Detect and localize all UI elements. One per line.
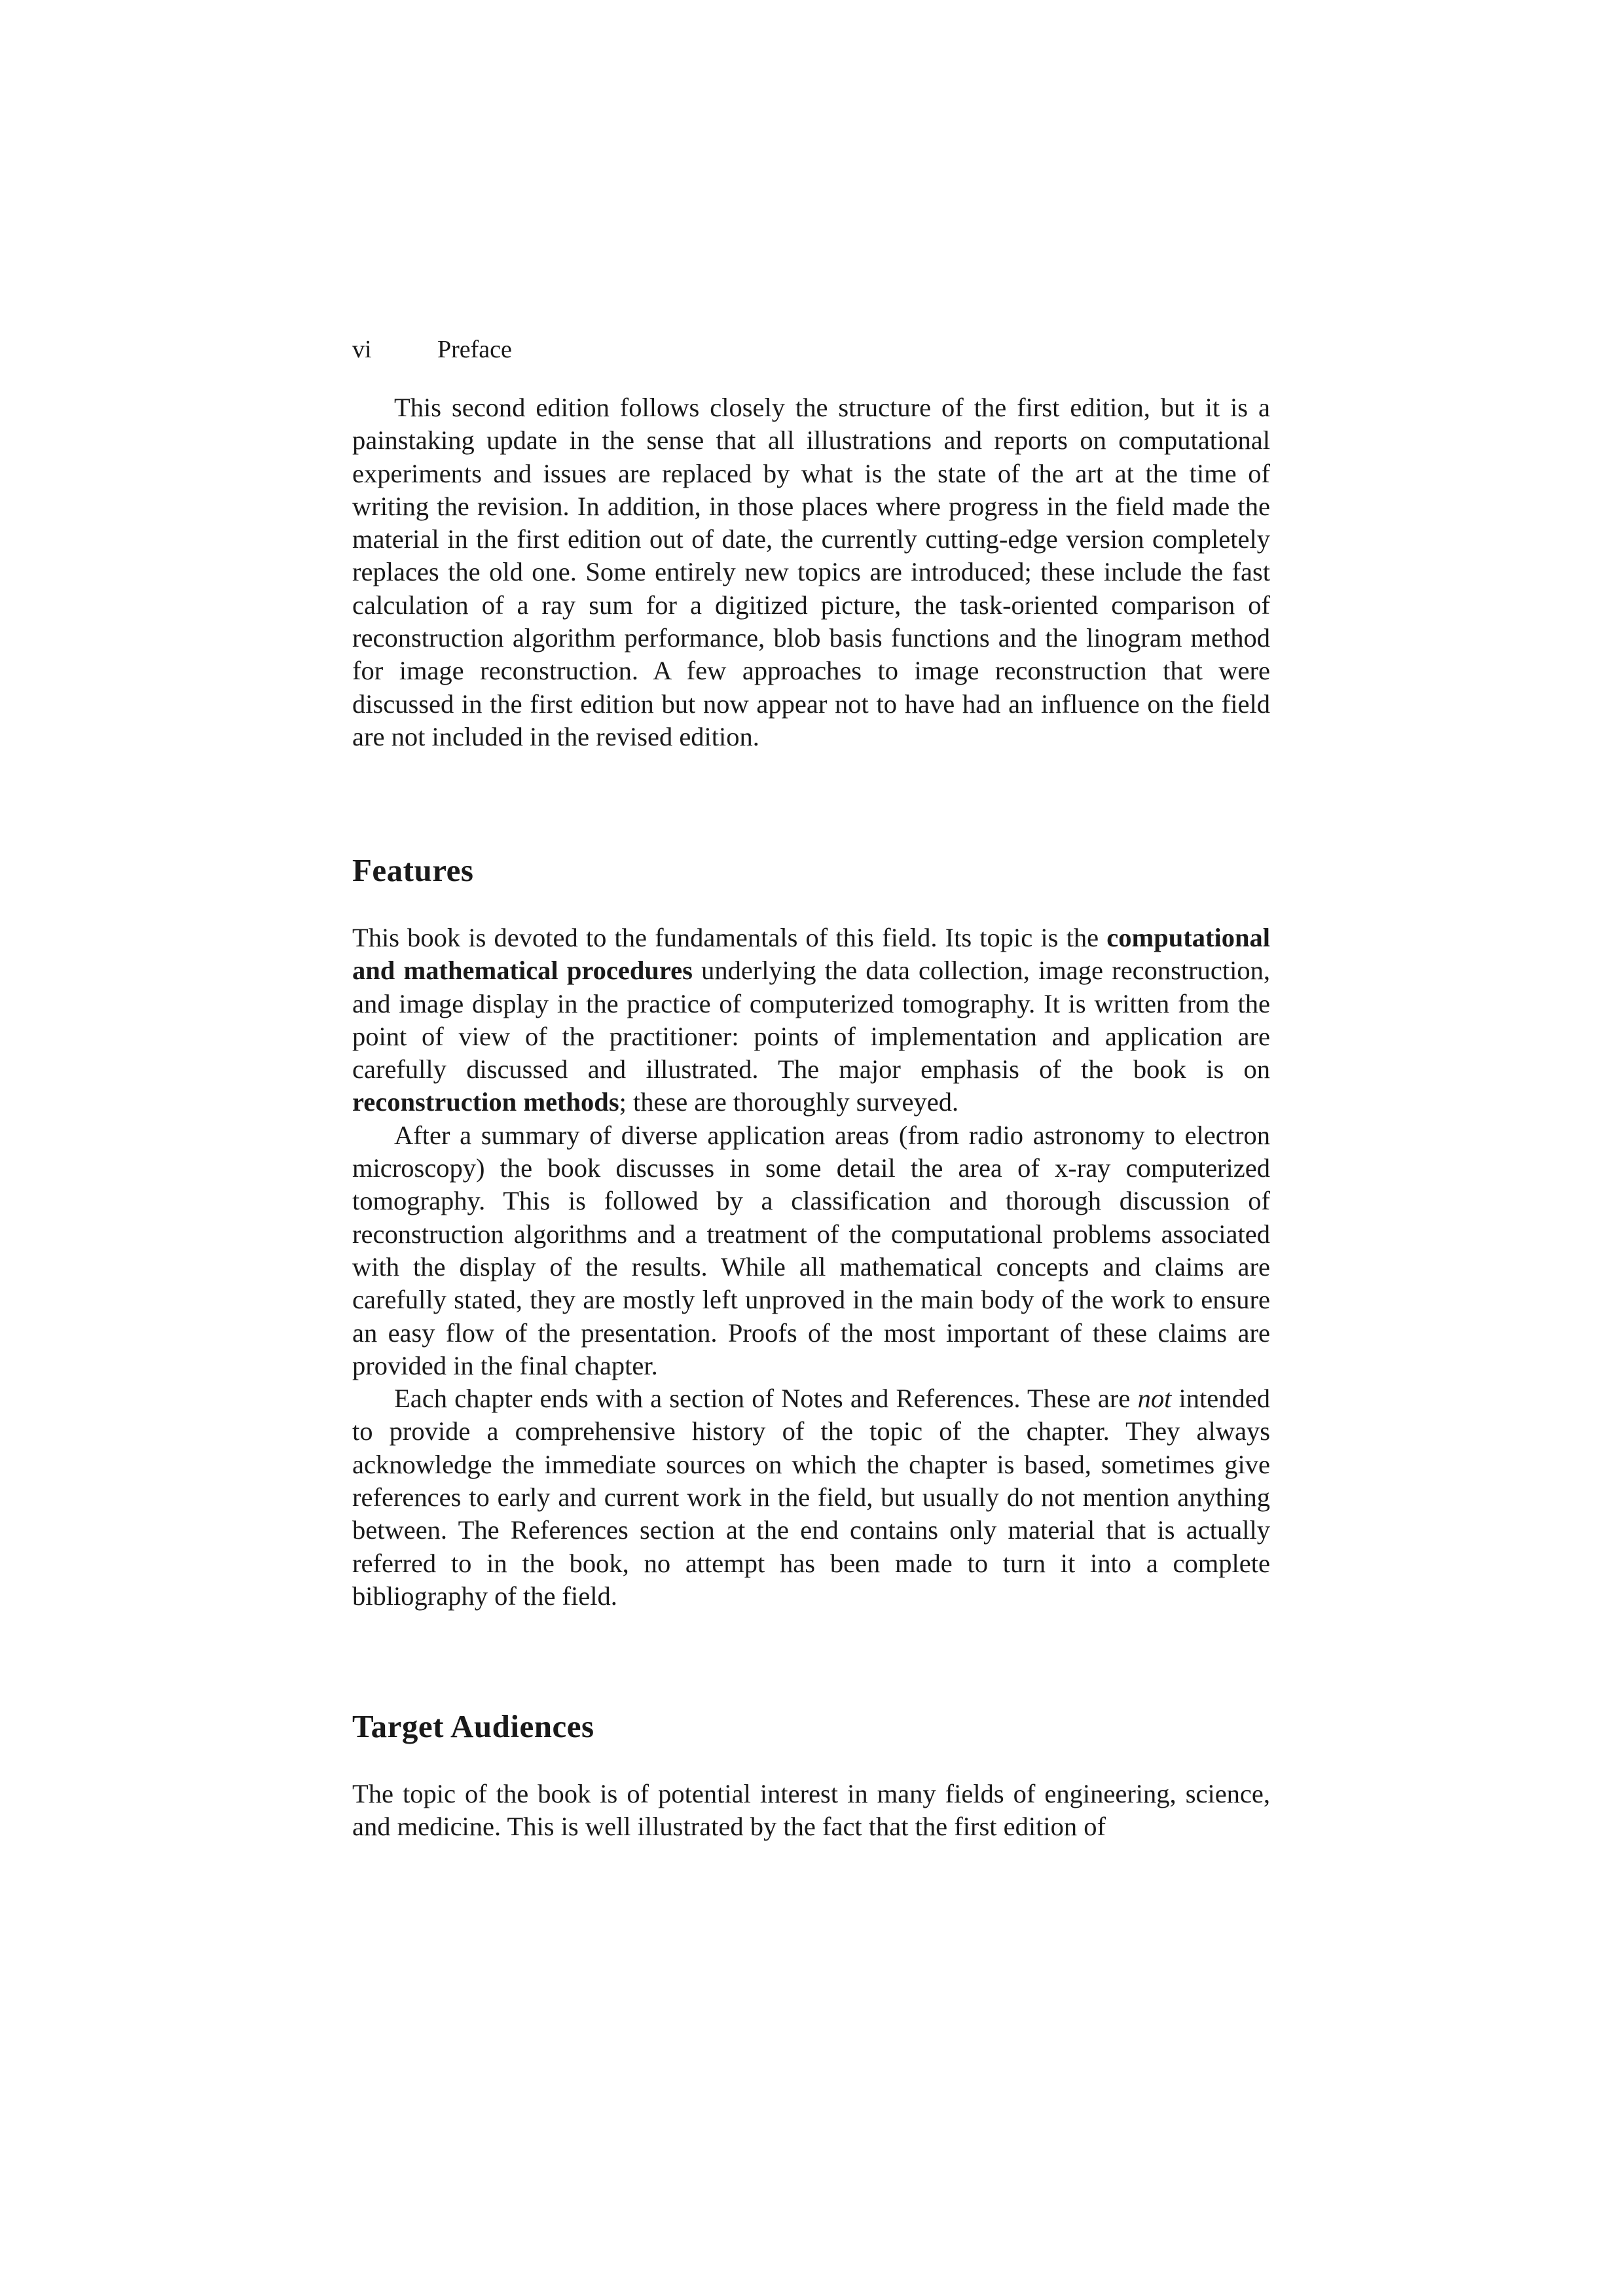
- page-header: [352, 334, 1269, 365]
- audiences-paragraph: The topic of the book is of potential interest in many fields of engineering, science, and medicine. This is well illustrated by the fact that the first edition of: [352, 1779, 1270, 1842]
- text-run: Each chapter ends with a section of Notes and References. These are: [394, 1384, 1138, 1414]
- features-section: [352, 922, 1270, 1613]
- text-run: This book is devoted to the fundamentals of this field. Its topic is the: [352, 923, 1107, 952]
- features-paragraph-3: [352, 1382, 1270, 1613]
- italic-emphasis: not: [1137, 1384, 1172, 1414]
- bold-emphasis: computational and mathematical procedures: [352, 923, 1270, 986]
- audiences-section: [352, 1778, 1270, 1844]
- text-run: intended to provide a comprehensive history of the topic of the chapter. They always acknowledge the immediate sources on which the chapter is based, sometimes give references to early and current work in the field, but usually do not mention anything between. The References section at the end contains only material that is actually referred to in the book, no attempt has been made to turn it into a complete bibliography of the field.: [352, 1384, 1270, 1611]
- intro-paragraph: This second edition follows closely the structure of the first edition, but it is a painstaking update in the sense that all illustrations and reports on computational experiments and issues are replaced by what is the state of the art at the time of writing the revision. In addition, in those places where progress in the field made the material in the first edition out of date, the currently cutting-edge version completely replaces the old one. Some entirely new topics are introduced; these include the fast calculation of a ray sum for a digitized picture, the task-oriented comparison of reconstruction algorithm performance, blob basis functions and the linogram method for image reconstruction. A few approaches to image reconstruction that were discussed in the first edition but now appear not to have had an influence on the field are not included in the revised edition.: [352, 393, 1270, 751]
- features-heading: Features: [352, 852, 474, 888]
- bold-emphasis: reconstruction methods: [352, 1087, 619, 1117]
- page-number: vi: [352, 336, 372, 363]
- text-run: underlying the data collection, image reconstruction, and image display in the practice of computerized tomography. It is written from the point of view of the practitioner: points of implementation and application are carefully discussed and illustrated. The major emphasis of the book is on: [352, 956, 1270, 1085]
- text-run: ; these are thoroughly surveyed.: [619, 1087, 959, 1117]
- intro-section: [352, 391, 1270, 753]
- features-paragraph-2: After a summary of diverse application areas (from radio astronomy to electron microscopy) the book discusses in some detail the area of x-ray computerized tomography. This is followed by a classification and thorough discussion of reconstruction algorithms and a treatment of the computational problems associated with the display of the results. While all mathematical concepts and claims are carefully stated, they are mostly left unproved in the main body of the work to ensure an easy flow of the presentation. Proofs of the most important of these claims are provided in the final chapter.: [352, 1120, 1270, 1380]
- running-title: Preface: [437, 336, 512, 363]
- features-paragraph-1: [352, 922, 1270, 1119]
- target-audiences-heading: Target Audiences: [352, 1708, 594, 1744]
